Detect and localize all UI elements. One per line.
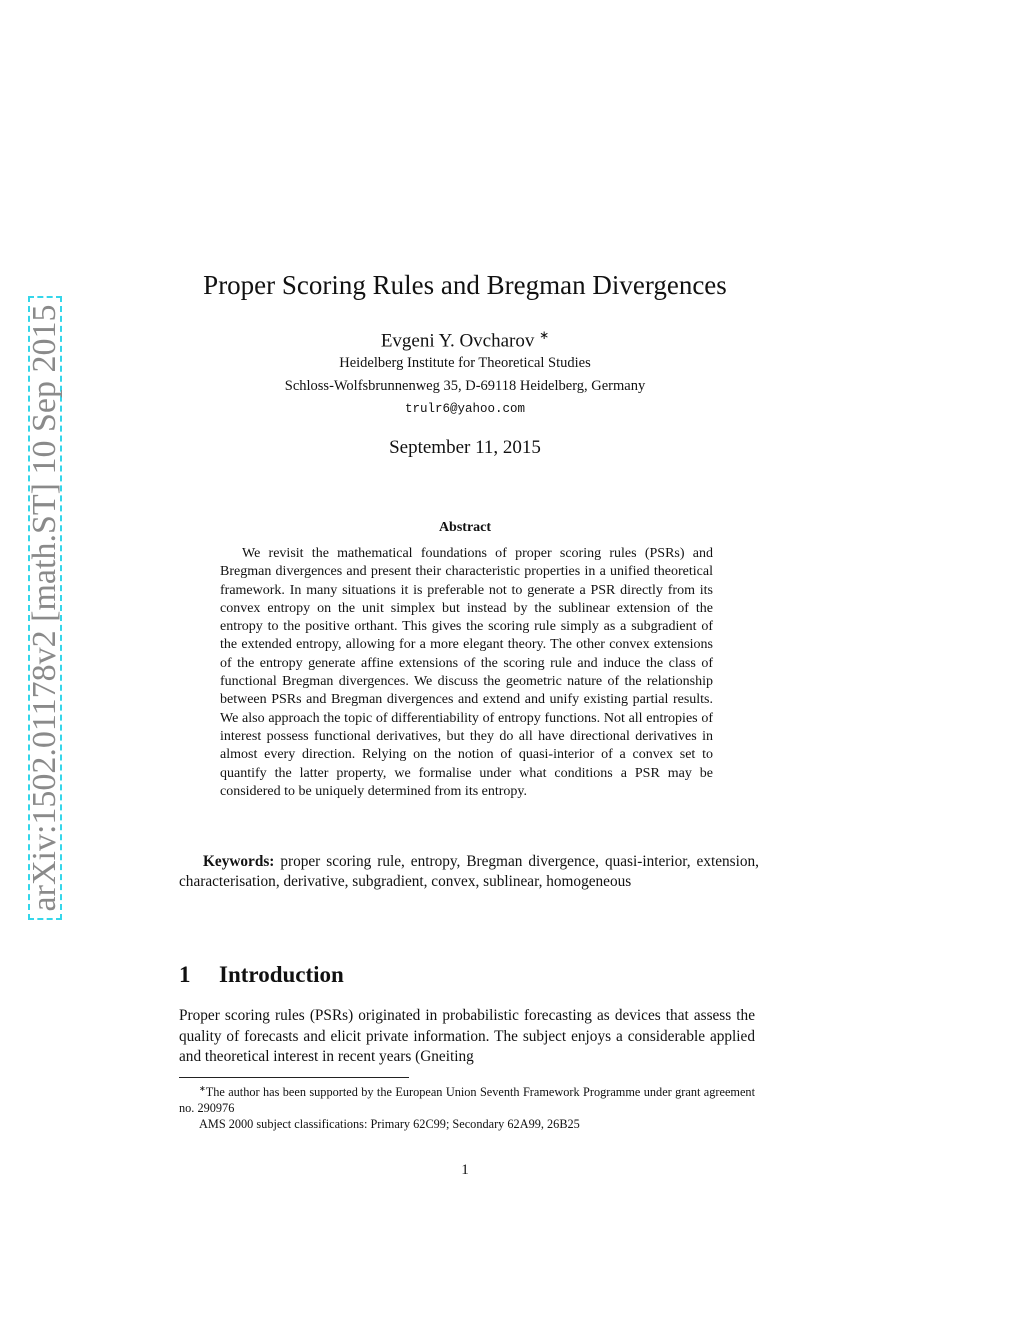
footnotes xyxy=(179,1081,755,1132)
affiliation-address: Schloss-Wolfsbrunnenweg 35, D-69118 Heidelberg, Germany xyxy=(284,378,646,394)
keywords-label: Keywords: xyxy=(203,853,275,870)
abstract-text: We revisit the mathematical foundations of proper scoring rules (PSRs) and Bregman divergences and present their characteristic properties in a unified theoretical framework. In many situations it is preferable not to generate a PSR directly from its convex entropy on the unit simplex but instead by the sublinear extension of the entropy to the positive orthant. This gives the scoring rule simply as a subgradient of the extended entropy, allowing for a more elegant theory. The other convex extensions of the entropy generate affine extensions of the scoring rule and induce the class of functional Bregman divergences. We discuss the geometric nature of the relationship between PSRs and Bregman divergences and extend and unify existing partial results. We also approach the topic of differentiability of entropy functions. Not all entropies of interest possess functional derivatives, but they do all have directional derivatives in almost every direction. Relying on the notion of quasi-interior of a convex set to quantify the latter property, we formalise under what conditions a PSR may be considered to be uniquely determined from its entropy. xyxy=(220,546,713,799)
introduction-text: Proper scoring rules (PSRs) originated in probabilistic forecasting as devices that assess the quality of forecasts and elicit private information. The subject enjoys a considerable applied and theoretical interest in recent years (Gneiting xyxy=(179,1007,755,1065)
keywords-text: proper scoring rule, entropy, Bregman divergence, quasi-interior, extension, characterisation, derivative, subgradient, convex, sublinear, homogeneous xyxy=(179,853,759,890)
page-number: 1 xyxy=(461,1162,469,1178)
footnote-rule xyxy=(179,1077,409,1078)
author-name: Evgeni Y. Ovcharov xyxy=(380,330,535,352)
abstract-heading: Abstract xyxy=(438,520,492,535)
author-footnote-mark: ∗ xyxy=(539,328,550,342)
section-title: Introduction xyxy=(219,962,344,987)
arxiv-stamp: arXiv:1502.01178v2 [math.ST] 10 Sep 2015 xyxy=(26,304,63,912)
affiliation-institute: Heidelberg Institute for Theoretical Studies xyxy=(339,355,591,371)
section-number: 1 xyxy=(179,962,191,987)
author-email: trulr6@yahoo.com xyxy=(404,402,526,416)
paper-title: Proper Scoring Rules and Bregman Divergences xyxy=(203,270,727,300)
footnote-funding-text: The author has been supported by the European Union Seventh Framework Programme under grant agreement no. 290976 xyxy=(179,1085,755,1116)
section-heading xyxy=(179,962,759,988)
author-line xyxy=(150,328,780,352)
footnote-mark: ∗ xyxy=(199,1084,206,1093)
footnote-funding xyxy=(179,1081,755,1116)
paper-date: September 11, 2015 xyxy=(389,437,541,458)
keywords-paragraph xyxy=(179,852,759,892)
footnote-ams: AMS 2000 subject classifications: Primary 62C99; Secondary 62A99, 26B25 xyxy=(199,1117,580,1132)
